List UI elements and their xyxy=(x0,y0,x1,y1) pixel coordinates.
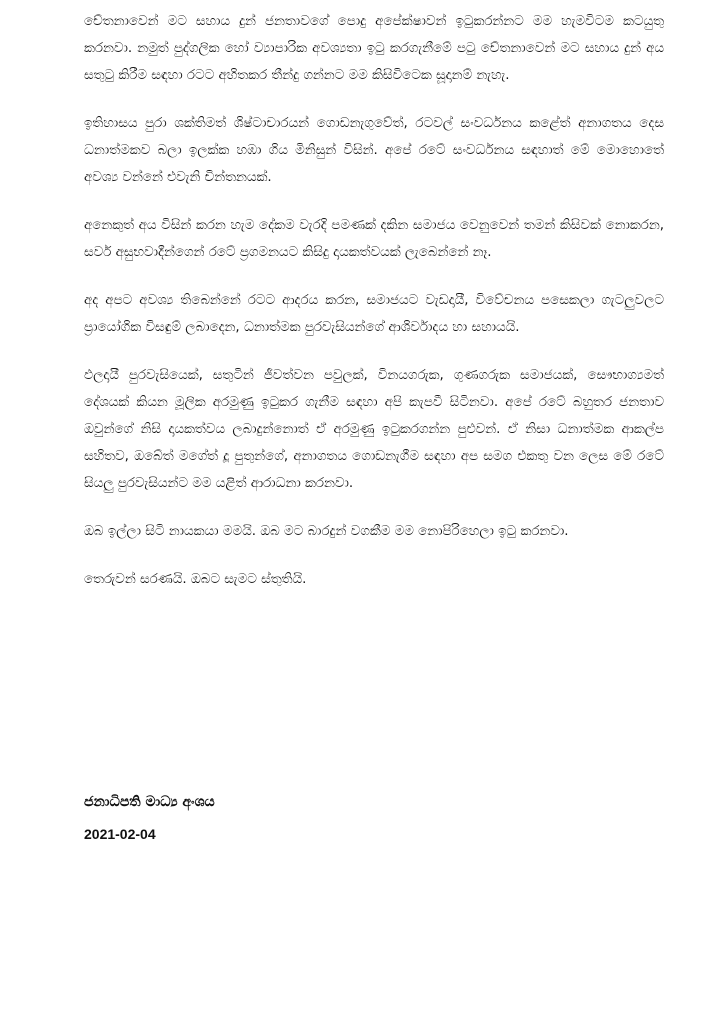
paragraph-4: අද අපට අවශ්‍ය තිබෙන්නේ රටට ආදරය කරන, සමාජයට වැඩදායී, විවේචනය පසෙකලා ගැටලුවලට ප්‍රායෝගික විසඳුම් ලබාදෙන, ධනාත්මක පුරවැසියන්ගේ ආශිර්වාදය හා සහායයි. xyxy=(84,293,664,335)
paragraph-2: ඉතිහාසය පුරා ශක්තිමත් ශිෂ්ටාචාරයන් ගොඩනැගුවේත්, රටවල් සංවර්ධනය කළේත් අනාගතය දෙස ධනාත්මකව බලා ඉලක්ක හඹා ගිය මිනිසුන් විසින්. අපේ රටේ සංවර්ධනය සඳහාත් මේ මොහොතේ අවශ්‍ය වන්නේ එවැනි චින්තනයක්. xyxy=(84,116,664,185)
paragraph-gap xyxy=(84,545,664,566)
paragraph-gap xyxy=(84,191,664,212)
paragraph-gap xyxy=(84,497,664,518)
paragraph-6: ඔබ ඉල්ලා සිටි නායකයා මමයි. ඔබ මට බාරදුන් වගකීම මම නොපිරිහෙලා ඉටු කරනවා. xyxy=(84,524,569,539)
paragraph-1: චේතනාවෙන් මට සහාය දුන් ජනතාවගේ පොදු අපේක්ෂාවන් ඉටුකරන්නට මම හැමවිටම කටයුතු කරනවා. නමුත් පුද්ගලික හෝ ව්‍යාපාරික අවශ්‍යතා ඉටු කරගැනීමේ පටු චේතනාවෙන් මට සහාය දුන් අය සතුටු කිරීම සඳහා රටට අහිතකර තීන්දු ගන්නට මම කිසිවිටෙක සූදානම් නැහැ. xyxy=(84,14,664,83)
issue-date: 2021-02-04 xyxy=(84,826,156,842)
issuing-office: ජනාධිපති මාධ්‍ය අංශය xyxy=(84,794,215,810)
paragraph-gap xyxy=(84,266,664,287)
paragraph-gap xyxy=(84,341,664,362)
document-body xyxy=(84,8,664,593)
paragraph-gap xyxy=(84,89,664,110)
paragraph-5: ඵලදායී පුරවැසියෙක්, සතුටින් ජීවත්වන පවුලක්, විනයගරුක, ගුණගරුක සමාජයක්, සෞභාග්‍යමත් දේශයක් කියන මූලික අරමුණු ඉටුකර ගැනීම සඳහා අපි කැපවී සිටිනවා. අපේ රටේ බහුතර ජනතාව ඔවුන්ගේ නිසි දායකත්වය ලබාදුන්නොත් ඒ අරමුණු ඉටුකරගන්න පුළුවන්. ඒ නිසා ධනාත්මක ආකල්ප සහිතව, ඔබේත් මගේත් දූ පුතුන්ගේ, අනාගතය ගොඩනැගීම සඳහා අප සමග එකතු වන ලෙස මේ රටේ සියලු පුරවැසියන්ට මම යළිත් ආරාධනා කරනවා. xyxy=(84,368,664,491)
paragraph-3: අනෙකුත් අය විසින් කරන හැම දේකම වැරදි පමණක් දකින සමාජය වෙනුවෙන් තමන් කිසිවක් නොකරන, සර්ව අසුභවාදීන්ගෙන් රටේ ප්‍රගමනයට කිසිදු දායකත්වයක් ලැබෙන්නේ නෑ. xyxy=(84,218,664,260)
signature-block xyxy=(84,790,484,844)
paragraph-7: තෙරුවන් සරණයි. ඔබට සැමට ස්තුතියි. xyxy=(84,572,307,587)
